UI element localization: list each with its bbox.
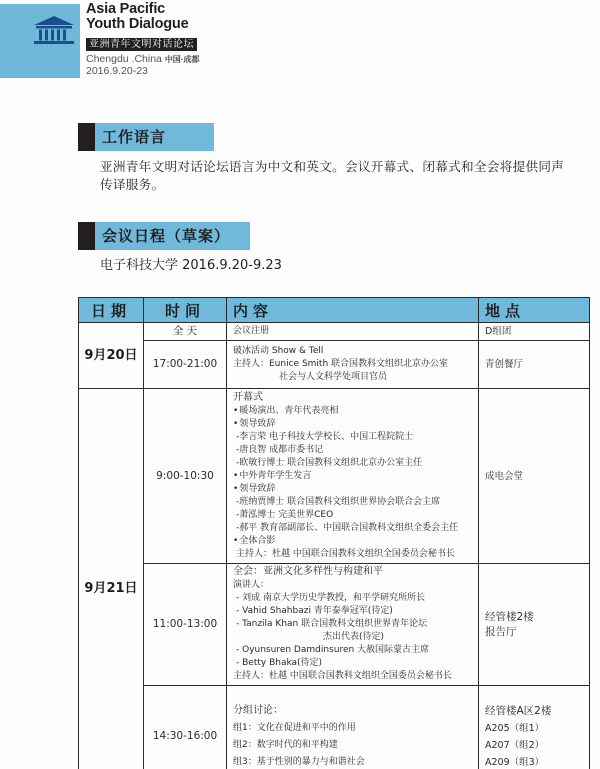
table-row bbox=[79, 341, 590, 389]
time-cell: 17:00-21:00 bbox=[144, 341, 227, 389]
content-line: -班纳贾博士 联合国教科文组织世界协会联合会主席 bbox=[236, 496, 441, 507]
content-line: 开幕式 bbox=[233, 391, 263, 403]
location-cell bbox=[479, 323, 590, 341]
content-line: - Tanzila Khan 联合国教科文组织世界青年论坛 bbox=[236, 619, 428, 629]
section-heading-language bbox=[78, 123, 214, 151]
language-paragraph: 亚洲青年文明对话论坛语言为中文和英文。会议开幕式、闭幕式和全会将提供同声传译服务。 bbox=[100, 159, 565, 192]
content-line: 组1：文化在促进和平中的作用 bbox=[233, 722, 356, 733]
location-line: 青创餐厅 bbox=[485, 359, 524, 370]
time-cell: 全 天 bbox=[144, 323, 227, 341]
brand-block bbox=[86, 2, 199, 77]
location-line: A209（组3） bbox=[485, 757, 545, 768]
time-cell: 14:30-16:00 bbox=[144, 686, 227, 769]
location-cell bbox=[479, 341, 590, 389]
location-line: 经管楼A区2楼 bbox=[485, 705, 552, 717]
column-header-content: 内容 bbox=[227, 298, 479, 323]
content-line: 主持人：杜越 中国联合国教科文组织全国委员会秘书长 bbox=[233, 671, 452, 681]
content-line: 社会与人文科学处项目官员 bbox=[279, 371, 388, 382]
content-cell bbox=[227, 564, 479, 686]
content-line: -唐良智 成都市委书记 bbox=[236, 444, 324, 455]
content-line: • 领导致辞 bbox=[233, 418, 472, 431]
content-line: - Vahid Shahbazi 青年泰拳冠军(待定) bbox=[236, 606, 393, 616]
table-header-row bbox=[79, 298, 590, 323]
content-line: 组3：基于性别的暴力与和谐社会 bbox=[233, 756, 365, 767]
brand-dates: 2016.9.20-23 bbox=[86, 65, 148, 77]
content-line: 破冰活动 Show & Tell bbox=[233, 345, 324, 356]
brand-title-line2: Youth Dialogue bbox=[86, 16, 189, 32]
content-line: • 全体合影 bbox=[233, 535, 472, 548]
content-line: -萧泓博士 完美世界CEO bbox=[236, 509, 334, 520]
heading-bar bbox=[78, 123, 95, 151]
column-header-time: 时间 bbox=[144, 298, 227, 323]
time-cell: 9:00-10:30 bbox=[144, 389, 227, 564]
content-line: -郝平 教育部副部长、中国联合国教科文组织全委会主任 bbox=[236, 522, 459, 533]
content-line: • 中外青年学生发言 bbox=[233, 470, 472, 483]
brand-location-cn: 中国·成都 bbox=[164, 55, 200, 64]
date-cell: 9月21日 bbox=[79, 389, 144, 769]
table-row bbox=[79, 564, 590, 686]
content-line: 主持人：杜越 中国联合国教科文组织全国委员会秘书长 bbox=[236, 548, 455, 559]
venue-dates: 电子科技大学 2016.9.20-9.23 bbox=[100, 258, 282, 273]
content-line: -欧敏行博士 联合国教科文组织北京办公室主任 bbox=[236, 457, 423, 468]
content-line: • 暖场演出、青年代表亮相 bbox=[233, 405, 472, 418]
date-cell: 9月20日 bbox=[79, 323, 144, 389]
time-cell: 11:00-13:00 bbox=[144, 564, 227, 686]
content-line: 组2：数字时代的和平构建 bbox=[233, 739, 338, 750]
column-header-date: 日期 bbox=[79, 298, 144, 323]
location-cell bbox=[479, 686, 590, 769]
schedule-table bbox=[78, 297, 590, 769]
brand-title-line1: Asia Pacific bbox=[86, 1, 166, 17]
content-line: 演讲人： bbox=[233, 580, 270, 590]
column-header-location: 地点 bbox=[479, 298, 590, 323]
temple-icon bbox=[30, 14, 78, 46]
heading-bar bbox=[78, 222, 95, 250]
location-line: 成电会堂 bbox=[485, 470, 524, 482]
content-line: - 刘成 南京大学历史学教授，和平学研究所所长 bbox=[236, 593, 425, 603]
content-cell bbox=[227, 389, 479, 564]
content-line: • 领导致辞 bbox=[233, 483, 472, 496]
content-line: 分组讨论： bbox=[233, 704, 283, 716]
location-line: 经管楼2楼 bbox=[485, 610, 534, 623]
location-line: A207（组2） bbox=[485, 740, 545, 751]
table-row bbox=[79, 389, 590, 564]
content-cell bbox=[227, 341, 479, 389]
section-heading-label: 工作语言 bbox=[102, 128, 167, 146]
content-line: 全会：亚洲文化多样性与构建和平 bbox=[233, 566, 383, 577]
content-line: -李言荣 电子科技大学校长、中国工程院院士 bbox=[236, 431, 414, 442]
table-row bbox=[79, 323, 590, 341]
location-cell bbox=[479, 389, 590, 564]
content-line: 杰出代表(待定) bbox=[323, 632, 385, 642]
section-heading-label: 会议日程（草案） bbox=[102, 227, 231, 245]
location-line: D组团 bbox=[485, 326, 512, 337]
section-heading-agenda bbox=[78, 222, 250, 250]
content-line: - Oyunsuren Damdinsuren 大赦国际蒙古主席 bbox=[236, 645, 430, 655]
location-line: A205（组1） bbox=[485, 723, 545, 734]
logo-panel bbox=[0, 4, 80, 78]
location-line: 报告厅 bbox=[485, 625, 517, 638]
content-line: 会议注册 bbox=[233, 325, 270, 336]
content-cell bbox=[227, 686, 479, 769]
brand-location-en: Chengdu .China bbox=[86, 53, 162, 65]
location-cell bbox=[479, 564, 590, 686]
content-line: 主持人：Eunice Smith 联合国教科文组织北京办公室 bbox=[233, 358, 449, 369]
content-line: - Betty Bhaka(待定) bbox=[236, 658, 323, 668]
table-row bbox=[79, 686, 590, 769]
content-cell bbox=[227, 323, 479, 341]
brand-title-cn: 亚洲青年文明对话论坛 bbox=[86, 38, 197, 51]
